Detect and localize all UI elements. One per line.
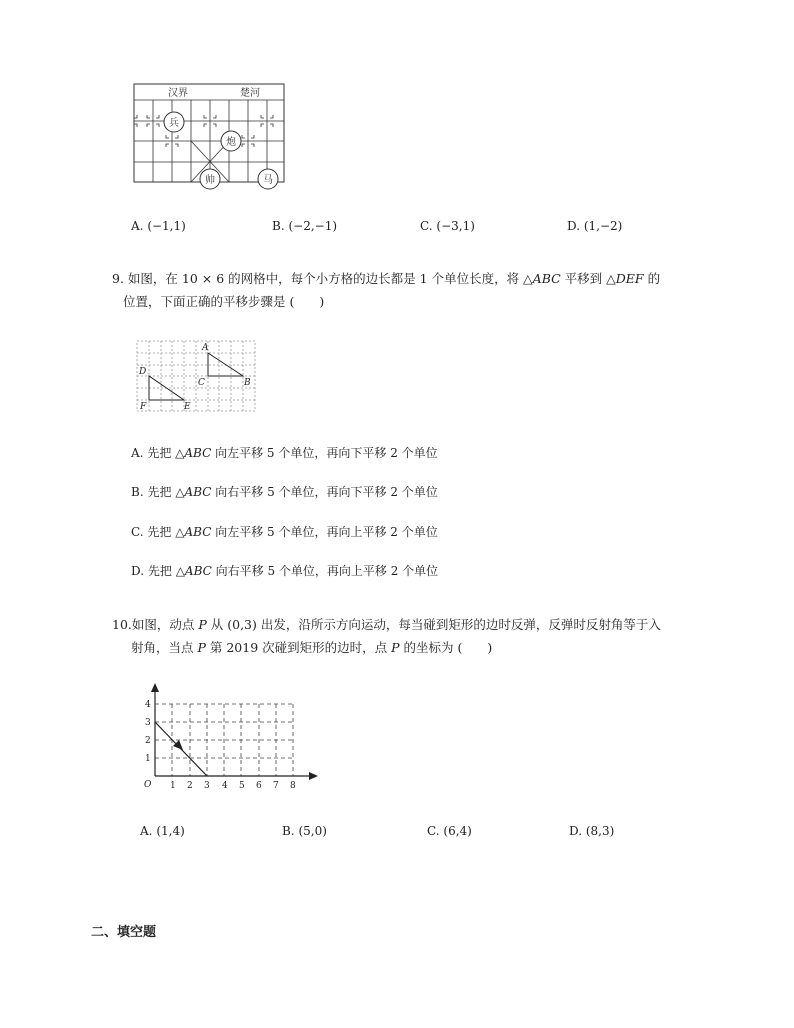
y-tick-2: 2 [145, 736, 151, 746]
q10-text-d: 第 [205, 640, 227, 655]
svg-text:兵: 兵 [169, 118, 179, 129]
q10-text-b: 从 (0,3) 出发，沿所示方向运动，每当碰到矩形的边时反弹，反弹时反射角等于入 [206, 617, 661, 632]
y-axis-arrow [151, 683, 159, 692]
label-e: E [184, 402, 191, 412]
q8-option-b[interactable] [272, 219, 337, 233]
y-tick-4: 4 [145, 700, 151, 710]
option-pre: 先把 [147, 525, 172, 539]
option-abc: ABC [184, 564, 212, 578]
river-label-left: 汉界 [168, 88, 188, 99]
q9-option-c[interactable] [131, 523, 438, 540]
option-pre: 先把 [147, 564, 172, 578]
q8-option-c[interactable] [420, 219, 475, 233]
option-value: (1,4) [156, 824, 185, 838]
x-tick-4: 4 [222, 781, 228, 791]
triangle-symbol: △ [606, 271, 616, 286]
option-pre: 先把 [147, 485, 172, 499]
x-axis-arrow [309, 772, 318, 780]
origin-label: O [144, 780, 152, 790]
position-markers [134, 115, 273, 147]
q10-option-d[interactable] [569, 824, 614, 838]
q10-option-a[interactable] [140, 824, 185, 838]
q9-text-b: 的网格中，每个小方格的边长都是 [224, 271, 420, 286]
label-d: D [139, 367, 147, 377]
option-post: 向右平移 5 个单位，再向下平移 2 个单位 [215, 485, 438, 499]
q9-text-c: 个单位长度，将 [427, 271, 524, 286]
option-letter: A. [131, 446, 144, 460]
q9-line-2: 位置，下面正确的平移步骤是 ( ) [123, 294, 325, 309]
q9-grid-figure [134, 338, 258, 414]
option-pre: 先把 [147, 446, 172, 460]
svg-text:炮: 炮 [226, 137, 236, 148]
option-letter: B. [131, 485, 144, 499]
option-letter: A. [131, 219, 144, 233]
q9-option-d[interactable] [131, 562, 438, 579]
option-value: (5,0) [298, 824, 327, 838]
option-abc: ABC [184, 446, 212, 460]
option-post: 向左平移 5 个单位，再向下平移 2 个单位 [215, 446, 438, 460]
x-tick-5: 5 [239, 781, 245, 791]
triangle-symbol: △ [523, 271, 533, 286]
q10-text-a: 如图，动点 [131, 617, 199, 632]
q9-option-b[interactable] [131, 483, 438, 500]
triangle-abc [208, 353, 243, 376]
option-abc: ABC [184, 485, 212, 499]
q9-number: 9. [112, 271, 124, 286]
q10-count: 2019 [226, 640, 259, 655]
q10-coordinate-figure [138, 680, 328, 800]
q9-stem [112, 267, 722, 313]
label-b: B [244, 378, 251, 388]
x-tick-7: 7 [273, 781, 279, 791]
q10-option-b[interactable] [282, 824, 327, 838]
piece-pao [221, 131, 241, 151]
q10-point-p: P [198, 617, 207, 632]
svg-text:帅: 帅 [205, 175, 215, 186]
option-value: (−3,1) [436, 219, 475, 233]
option-letter: D. [567, 219, 581, 233]
q9-text-d: 平移到 [560, 271, 607, 286]
q10-line-2 [112, 636, 722, 659]
option-letter: D. [569, 824, 583, 838]
section-heading-fill-in: 二、填空题 [91, 925, 157, 940]
option-value: (6,4) [443, 824, 472, 838]
option-value: (−2,−1) [288, 219, 338, 233]
label-f: F [140, 402, 147, 412]
chess-board-figure [130, 80, 290, 190]
label-a: A [202, 343, 209, 353]
q10-number: 10. [112, 617, 132, 632]
x-tick-1: 1 [170, 781, 176, 791]
q9-line-1 [112, 267, 722, 290]
q9-abc: ABC [532, 271, 561, 286]
svg-text:马: 马 [263, 175, 273, 186]
option-value: (−1,1) [147, 219, 186, 233]
q10-line-1 [112, 613, 722, 636]
piece-bing [164, 112, 184, 132]
q10-text-c: 射角，当点 [131, 640, 198, 655]
x-tick-6: 6 [256, 781, 262, 791]
triangle-symbol: △ [175, 564, 185, 578]
x-tick-8: 8 [290, 781, 296, 791]
x-tick-2: 2 [187, 781, 193, 791]
option-letter: B. [282, 824, 295, 838]
y-tick-3: 3 [145, 718, 151, 728]
option-value: (8,3) [585, 824, 615, 838]
q10-text-f: 的坐标为 ( ) [399, 640, 493, 655]
q8-option-a[interactable] [131, 219, 186, 233]
triangle-symbol: △ [175, 446, 185, 460]
option-letter: C. [131, 525, 144, 539]
piece-shuai [200, 169, 220, 189]
x-tick-3: 3 [204, 781, 210, 791]
q10-stem [112, 613, 722, 659]
board-frame [134, 84, 284, 182]
q10-text-e: 次碰到矩形的边时，点 [258, 640, 392, 655]
q8-option-d[interactable] [567, 219, 622, 233]
q9-text-e: 的 [643, 271, 661, 286]
q9-option-a[interactable] [131, 444, 438, 461]
triangle-symbol: △ [175, 525, 185, 539]
option-post: 向左平移 5 个单位，再向上平移 2 个单位 [215, 525, 438, 539]
q9-text-a: 如图，在 [127, 271, 182, 286]
q10-point-p: P [197, 640, 206, 655]
label-c: C [198, 378, 205, 388]
option-value: (1,−2) [583, 219, 623, 233]
option-letter: A. [140, 824, 153, 838]
q9-def: DEF [615, 271, 644, 286]
q10-point-p: P [391, 640, 400, 655]
option-letter: C. [427, 824, 440, 838]
y-tick-1: 1 [145, 754, 151, 764]
river-label-right: 楚河 [240, 88, 260, 99]
q10-option-c[interactable] [427, 824, 472, 838]
option-abc: ABC [184, 525, 212, 539]
option-post: 向右平移 5 个单位，再向上平移 2 个单位 [215, 564, 439, 578]
triangle-symbol: △ [175, 485, 185, 499]
option-letter: B. [272, 219, 285, 233]
option-letter: D. [131, 564, 145, 578]
q9-unit: 1 [419, 271, 428, 286]
option-letter: C. [420, 219, 433, 233]
piece-ma [258, 169, 278, 189]
q9-grid-size: 10 × 6 [181, 271, 225, 286]
